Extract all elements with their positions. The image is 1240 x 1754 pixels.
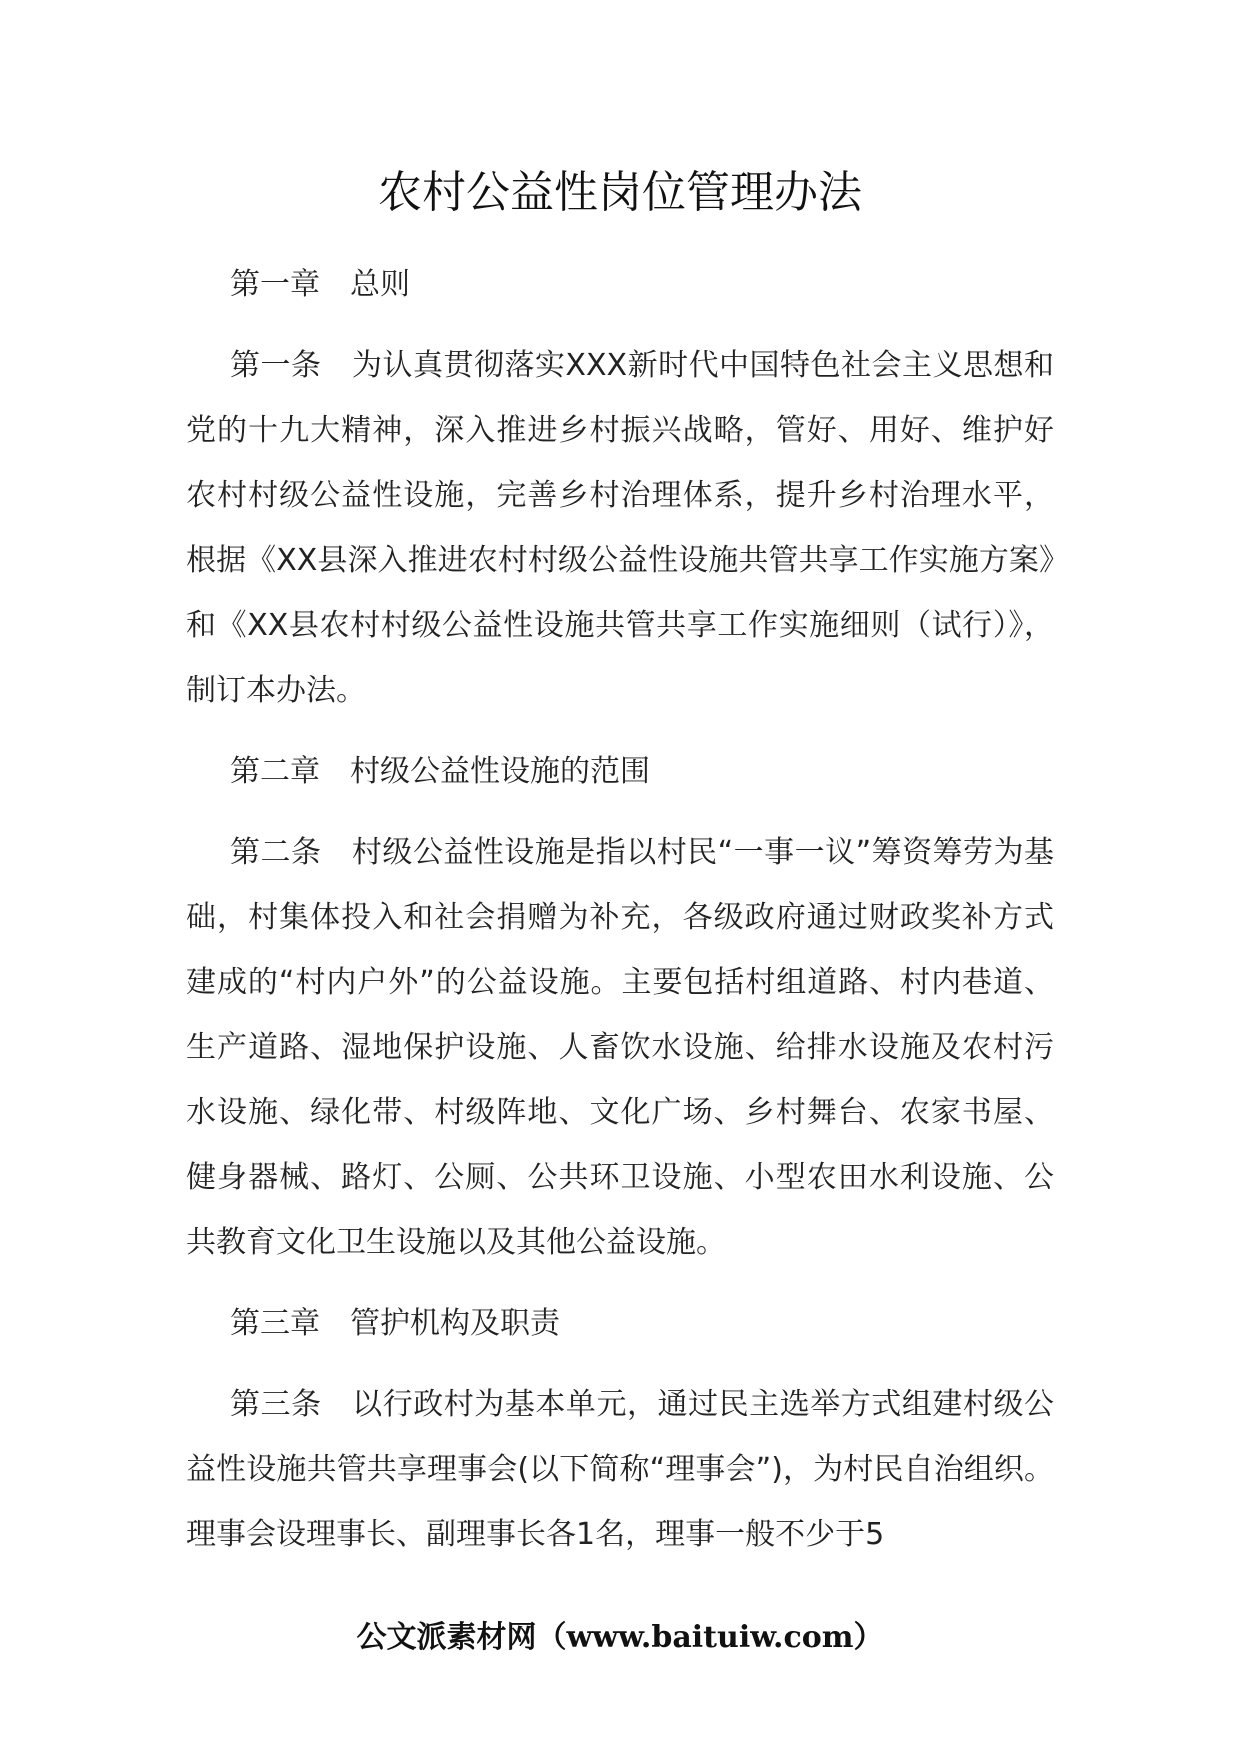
chapter-heading-1: 第一章 总则 <box>230 267 410 302</box>
article-2: 第二条 村级公益性设施是指以村民“一事一议”筹资筹劳为基础，村集体投入和社会捐赠为补充，各级政府通过财政奖补方式建成的“村内户外”的公益设施。主要包括村组道路、村内巷道、生产道路、湿地保护设施、人畜饮水设施、给排水设施及农村污水设施、绿化带、村级阵地、文化广场、乡村舞台、农家书屋、健身器械、路灯、公厕、公共环卫设施、小型农田水利设施、公共教育文化卫生设施以及其他公益设施。 <box>186 835 1054 1260</box>
article-3: 第三条 以行政村为基本单元，通过民主选举方式组建村级公益性设施共管共享理事会(以下简称“理事会”)，为村民自治组织。理事会设理事长、副理事长各1名，理事一般不少于5 <box>186 1387 1054 1552</box>
chapter-heading-3: 第三章 管护机构及职责 <box>230 1306 560 1341</box>
chapter-heading-2: 第二章 村级公益性设施的范围 <box>230 754 650 789</box>
document-body <box>186 252 1054 1583</box>
document-title: 农村公益性岗位管理办法 <box>378 167 862 218</box>
article-1: 第一条 为认真贯彻落实XXX新时代中国特色社会主义思想和党的十九大精神，深入推进乡村振兴战略，管好、用好、维护好农村村级公益性设施，完善乡村治理体系，提升乡村治理水平，根据《XX县深入推进农村村级公益性设施共管共享工作实施方案》和《XX县农村村级公益性设施共管共享工作实施细则（试行）》，制订本办法。 <box>186 348 1054 708</box>
footer-watermark: 公文派素材网（www.baituiw.com） <box>356 1620 884 1655</box>
